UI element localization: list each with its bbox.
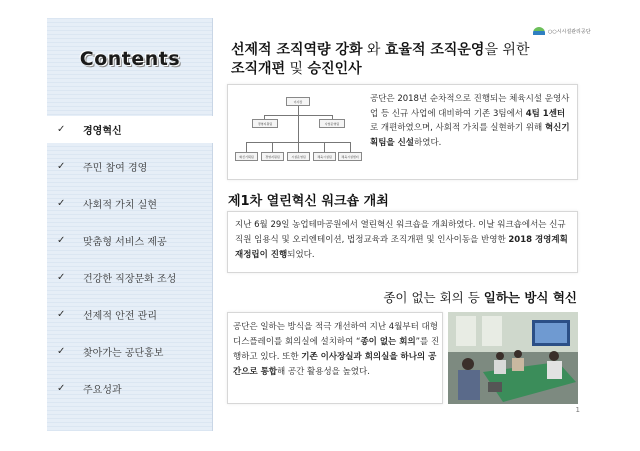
menu-item-label: 건강한 직장문화 조성	[83, 274, 177, 285]
org-node-top: 이사장	[286, 97, 310, 106]
org-node-mid2: 사업운영팀	[319, 119, 345, 128]
section2-title: 제1차 열린혁신 워크숍 개최	[228, 194, 389, 209]
menu-item-label: 맞춤형 서비스 제공	[83, 237, 167, 248]
section2-box	[227, 211, 578, 273]
menu-item-key-results[interactable]	[47, 375, 213, 402]
section1-box	[227, 84, 578, 180]
check-icon: ✓	[57, 198, 66, 209]
org-node-bottom: 혁신기획팀	[235, 152, 258, 161]
menu-item-label: 찾아가는 공단홍보	[83, 348, 164, 359]
section3-box	[227, 312, 443, 404]
menu-item-label: 사회적 가치 실현	[83, 200, 157, 211]
check-icon: ✓	[57, 272, 66, 283]
menu-item-workplace-culture[interactable]	[47, 264, 213, 291]
contents-menu	[47, 116, 213, 412]
menu-item-social-value[interactable]	[47, 190, 213, 217]
section1-text: 공단은 2018년 순차적으로 진행되는 체육시설 운영사업 등 신규 사업에 대비하여 기존 3팀에서 4팀 1센터로 개편하였으며, 사회적 가치를 실현하기 위해 혁신기획팀을 신설하였다.	[370, 94, 570, 148]
logo-mark-icon	[533, 27, 545, 35]
menu-item-label: 주요성과	[83, 385, 122, 396]
org-node-bottom: 체육시설팀	[313, 152, 336, 161]
check-icon: ✓	[57, 309, 66, 320]
org-chart	[234, 91, 362, 173]
org-node-mid1: 경영지원팀	[252, 119, 278, 128]
meeting-room-photo	[448, 312, 578, 404]
meeting-photo-illustration	[448, 312, 578, 404]
org-node-bottom: 경영지원팀	[261, 152, 284, 161]
menu-item-public-relations[interactable]	[47, 338, 213, 365]
logo-text: ○○시시설관리공단	[548, 28, 591, 35]
menu-item-resident-participation[interactable]	[47, 153, 213, 180]
check-icon: ✓	[57, 161, 66, 172]
org-node-bottom: 시설운영팀	[287, 152, 310, 161]
section1-title: 선제적 조직역량 강화 와 효율적 조직운영을 위한 조직개편 및 승진인사	[231, 42, 530, 77]
menu-item-label: 주민 참여 경영	[83, 163, 148, 174]
page-number: 1	[575, 406, 580, 414]
section3-title: 종이 없는 회의 등 일하는 방식 혁신	[383, 290, 577, 305]
menu-item-safety-management[interactable]	[47, 301, 213, 328]
contents-sidebar	[47, 18, 213, 431]
check-icon: ✓	[57, 346, 66, 357]
organization-logo	[533, 27, 591, 35]
menu-item-custom-service[interactable]	[47, 227, 213, 254]
menu-item-label: 경영혁신	[83, 126, 122, 137]
check-icon: ✓	[57, 235, 66, 246]
section3-text: 공단은 일하는 방식을 적극 개선하여 지난 4월부터 대형 디스플레이를 회의실에 설치하여 “종이 없는 회의”를 진행하고 있다. 또한 기존 이사장실과 회의실을 하나의 공간으로 통합해 공간 활용성을 높였다.	[233, 322, 440, 377]
menu-item-label: 선제적 안전 관리	[83, 311, 157, 322]
org-node-bottom: 체육시설센터	[338, 152, 362, 161]
menu-item-management-innovation[interactable]	[47, 116, 213, 143]
contents-title: Contents	[79, 48, 181, 70]
section2-text: 지난 6월 29일 농업테마공원에서 열린혁신 워크숍을 개최하였다. 이날 워크숍에서는 신규 직원 임용식 및 오리엔테이션, 법정교육과 조직개편 및 인사이동을 반영한 2018 경영계획 재정립이 진행되었다.	[235, 220, 568, 260]
check-icon: ✓	[57, 383, 66, 394]
check-icon: ✓	[57, 124, 66, 135]
